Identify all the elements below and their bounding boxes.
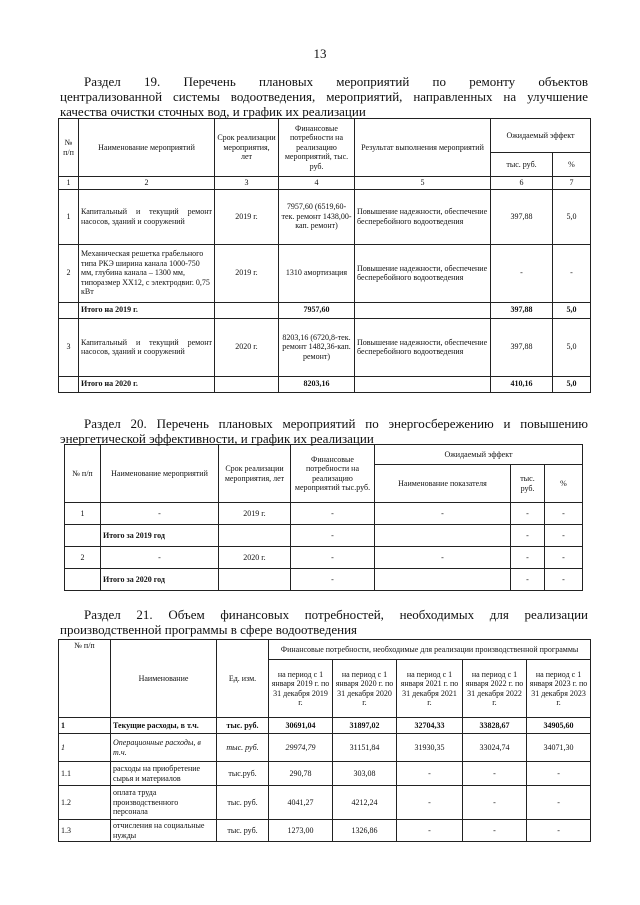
- cell-pct: 5,0: [553, 318, 591, 376]
- cell-name: Итого за 2019 год: [101, 525, 219, 547]
- cell-num: 2: [65, 547, 101, 569]
- section-19-table: [58, 118, 591, 393]
- cell-value: 33828,67: [463, 718, 527, 734]
- cell-value: -: [463, 762, 527, 786]
- cell-indicator: [375, 569, 511, 591]
- cell-unit: тыс. руб.: [217, 734, 269, 762]
- cell-pct: 5,0: [553, 376, 591, 392]
- cell-unit: тыс. руб.: [217, 718, 269, 734]
- cell-value: -: [463, 820, 527, 842]
- table-row: [59, 786, 591, 820]
- cell-financing: 7957,60 (6519,60-тек. ремонт 1438,00-кап. ремонт): [279, 189, 355, 244]
- header-rub: тыс. руб.: [491, 153, 553, 177]
- cell-indicator: -: [375, 503, 511, 525]
- table-row: [65, 503, 583, 525]
- cell-result: Повышение надежности, обеспечение бесперебойного водоотведения: [355, 318, 491, 376]
- cell-value: 4041,27: [269, 786, 333, 820]
- header-period: на период с 1 января 2020 г. по 31 декабря 2020 г.: [333, 660, 397, 718]
- cell-pct: 5,0: [553, 302, 591, 318]
- cell-financing: 8203,16 (6720,8-тек. ремонт 1482,36-кап. ремонт): [279, 318, 355, 376]
- page-number: 13: [313, 46, 327, 61]
- col-number: 7: [553, 177, 591, 190]
- cell-num: 1: [65, 503, 101, 525]
- cell-unit: тыс. руб.: [217, 820, 269, 842]
- cell-num: 1: [59, 189, 79, 244]
- cell-value: -: [397, 762, 463, 786]
- cell-financing: -: [291, 547, 375, 569]
- cell-term: [215, 376, 279, 392]
- col-number: 1: [59, 177, 79, 190]
- header-pct: %: [553, 153, 591, 177]
- cell-rub: -: [511, 569, 545, 591]
- cell-pct: -: [545, 569, 583, 591]
- header-rub: тыс. руб.: [511, 465, 545, 503]
- cell-pct: -: [545, 547, 583, 569]
- cell-rub: 397,88: [491, 318, 553, 376]
- cell-num: 1: [59, 734, 111, 762]
- cell-value: 29974,79: [269, 734, 333, 762]
- header-num: № п/п: [59, 640, 111, 718]
- cell-rub: 397,88: [491, 189, 553, 244]
- section-21-title-line2: производственной программы в сфере водоотведения: [60, 622, 358, 637]
- cell-unit: тыс. руб.: [217, 786, 269, 820]
- header-financing: Финансовые потребности, необходимые для реализации производственной программы: [269, 640, 591, 660]
- cell-num: [65, 525, 101, 547]
- cell-name: расходы на приобретение сырья и материалов: [111, 762, 217, 786]
- section-21-title-line1: Раздел 21. Объем финансовых потребностей, необходимых для реализации: [84, 607, 588, 622]
- section-21-table: [58, 639, 591, 842]
- cell-result: Повышение надежности, обеспечение бесперебойного водоотведения: [355, 189, 491, 244]
- cell-result: Повышение надежности, обеспечение бесперебойного водоотведения: [355, 244, 491, 302]
- cell-value: 303,08: [333, 762, 397, 786]
- cell-name: -: [101, 547, 219, 569]
- cell-name: Итого на 2019 г.: [79, 302, 215, 318]
- section-19-title-line1: Раздел 19. Перечень плановых мероприятий по ремонту объектов: [84, 74, 588, 89]
- header-term: Срок реализации мероприятия, лет: [219, 445, 291, 503]
- cell-indicator: -: [375, 547, 511, 569]
- cell-value: 30691,04: [269, 718, 333, 734]
- cell-financing: -: [291, 503, 375, 525]
- cell-value: 31151,84: [333, 734, 397, 762]
- section-20-title-line2: энергетической эффективности, и график их реализации: [60, 431, 374, 446]
- cell-term: [215, 302, 279, 318]
- cell-pct: 5,0: [553, 189, 591, 244]
- cell-value: 34905,60: [527, 718, 591, 734]
- header-result: Результат выполнения мероприятий: [355, 119, 491, 177]
- cell-term: 2019 г.: [215, 189, 279, 244]
- col-number: 4: [279, 177, 355, 190]
- section-20-table: [64, 444, 583, 591]
- cell-rub: -: [511, 503, 545, 525]
- cell-term: [219, 569, 291, 591]
- cell-pct: -: [545, 503, 583, 525]
- cell-value: 31897,02: [333, 718, 397, 734]
- table-row: [65, 547, 583, 569]
- section-20-title-line1: Раздел 20. Перечень плановых мероприятий по энергосбережению и повышению: [84, 416, 588, 431]
- cell-value: 32704,33: [397, 718, 463, 734]
- table-row: [59, 189, 591, 244]
- cell-term: 2019 г.: [219, 503, 291, 525]
- header-financing: Финансовые потребности на реализацию мероприятий тыс.руб.: [291, 445, 375, 503]
- cell-name: Итого на 2020 г.: [79, 376, 215, 392]
- header-name: Наименование мероприятий: [79, 119, 215, 177]
- cell-indicator: [375, 525, 511, 547]
- cell-financing: -: [291, 525, 375, 547]
- header-effect: Ожидаемый эффект: [375, 445, 583, 465]
- cell-num: 1.1: [59, 762, 111, 786]
- cell-name: -: [101, 503, 219, 525]
- header-period: на период с 1 января 2019 г. по 31 декабря 2019 г.: [269, 660, 333, 718]
- header-name: Наименование: [111, 640, 217, 718]
- table-row: [59, 318, 591, 376]
- cell-value: 290,78: [269, 762, 333, 786]
- section-21-heading: [60, 607, 588, 637]
- table-row: [59, 718, 591, 734]
- cell-financing: 1310 амортизация: [279, 244, 355, 302]
- cell-value: -: [527, 786, 591, 820]
- cell-term: 2020 г.: [215, 318, 279, 376]
- header-term: Срок реализации мероприятия, лет: [215, 119, 279, 177]
- col-number: 3: [215, 177, 279, 190]
- cell-financing: -: [291, 569, 375, 591]
- cell-pct: -: [553, 244, 591, 302]
- cell-value: 4212,24: [333, 786, 397, 820]
- col-number: 2: [79, 177, 215, 190]
- table-row: [59, 244, 591, 302]
- cell-value: 1273,00: [269, 820, 333, 842]
- header-period: на период с 1 января 2022 г. по 31 декабря 2022 г.: [463, 660, 527, 718]
- cell-rub: -: [511, 525, 545, 547]
- cell-pct: -: [545, 525, 583, 547]
- cell-name: Итого за 2020 год: [101, 569, 219, 591]
- section-19-title-line2: централизованной системы водоотведения, мероприятий, направленных на улучшение: [60, 89, 588, 104]
- total-row: [59, 376, 591, 392]
- col-number: 5: [355, 177, 491, 190]
- cell-name: Текущие расходы, в т.ч.: [111, 718, 217, 734]
- cell-value: -: [527, 762, 591, 786]
- cell-financing: 8203,16: [279, 376, 355, 392]
- col-number: 6: [491, 177, 553, 190]
- cell-term: 2019 г.: [215, 244, 279, 302]
- cell-num: 3: [59, 318, 79, 376]
- cell-rub: 397,88: [491, 302, 553, 318]
- cell-value: -: [397, 786, 463, 820]
- total-row: [65, 525, 583, 547]
- cell-num: 1.2: [59, 786, 111, 820]
- cell-value: 33024,74: [463, 734, 527, 762]
- header-num: № п/п: [59, 119, 79, 177]
- cell-name: Операционные расходы, в т.ч.: [111, 734, 217, 762]
- cell-num: 1.3: [59, 820, 111, 842]
- cell-num: [59, 376, 79, 392]
- cell-rub: -: [511, 547, 545, 569]
- section-19-title-line3: качества очистки сточных вод, и график их реализации: [60, 104, 366, 119]
- cell-value: -: [463, 786, 527, 820]
- section-20-heading: [60, 416, 588, 446]
- cell-name: отчисления на социальные нужды: [111, 820, 217, 842]
- header-financing: Финансовые потребности на реализацию мероприятий, тыс. руб.: [279, 119, 355, 177]
- table-row: [59, 762, 591, 786]
- cell-value: 31930,35: [397, 734, 463, 762]
- cell-num: [59, 302, 79, 318]
- cell-term: [219, 525, 291, 547]
- cell-result: [355, 302, 491, 318]
- cell-unit: тыс.руб.: [217, 762, 269, 786]
- section-19-heading: [60, 74, 588, 119]
- cell-name: оплата труда производственного персонала: [111, 786, 217, 820]
- cell-value: 34071,30: [527, 734, 591, 762]
- cell-value: -: [527, 820, 591, 842]
- cell-num: 2: [59, 244, 79, 302]
- cell-name: Механическая решетка грабельного типа РКЭ ширина канала 1000-750 мм, глубина канала – 1300 мм, типоразмер ХХ12, с электродвиг. 0,75 кВт: [79, 244, 215, 302]
- cell-name: Капитальный и текущий ремонт насосов, зданий и сооружений: [79, 318, 215, 376]
- total-row: [65, 569, 583, 591]
- cell-num: [65, 569, 101, 591]
- total-row: [59, 302, 591, 318]
- cell-value: -: [397, 820, 463, 842]
- cell-financing: 7957,60: [279, 302, 355, 318]
- header-period: на период с 1 января 2021 г. по 31 декабря 2021 г.: [397, 660, 463, 718]
- header-period: на период с 1 января 2023 г. по 31 декабря 2023 г.: [527, 660, 591, 718]
- cell-name: Капитальный и текущий ремонт насосов, зданий и сооружений: [79, 189, 215, 244]
- cell-num: 1: [59, 718, 111, 734]
- cell-rub: 410,16: [491, 376, 553, 392]
- cell-result: [355, 376, 491, 392]
- table-row: [59, 734, 591, 762]
- table-row: [59, 820, 591, 842]
- header-indicator: Наименование показателя: [375, 465, 511, 503]
- header-effect: Ожидаемый эффект: [491, 119, 591, 153]
- cell-rub: -: [491, 244, 553, 302]
- header-pct: %: [545, 465, 583, 503]
- cell-value: 1326,86: [333, 820, 397, 842]
- header-name: Наименование мероприятий: [101, 445, 219, 503]
- header-num: № п/п: [65, 445, 101, 503]
- cell-term: 2020 г.: [219, 547, 291, 569]
- header-unit: Ед. изм.: [217, 640, 269, 718]
